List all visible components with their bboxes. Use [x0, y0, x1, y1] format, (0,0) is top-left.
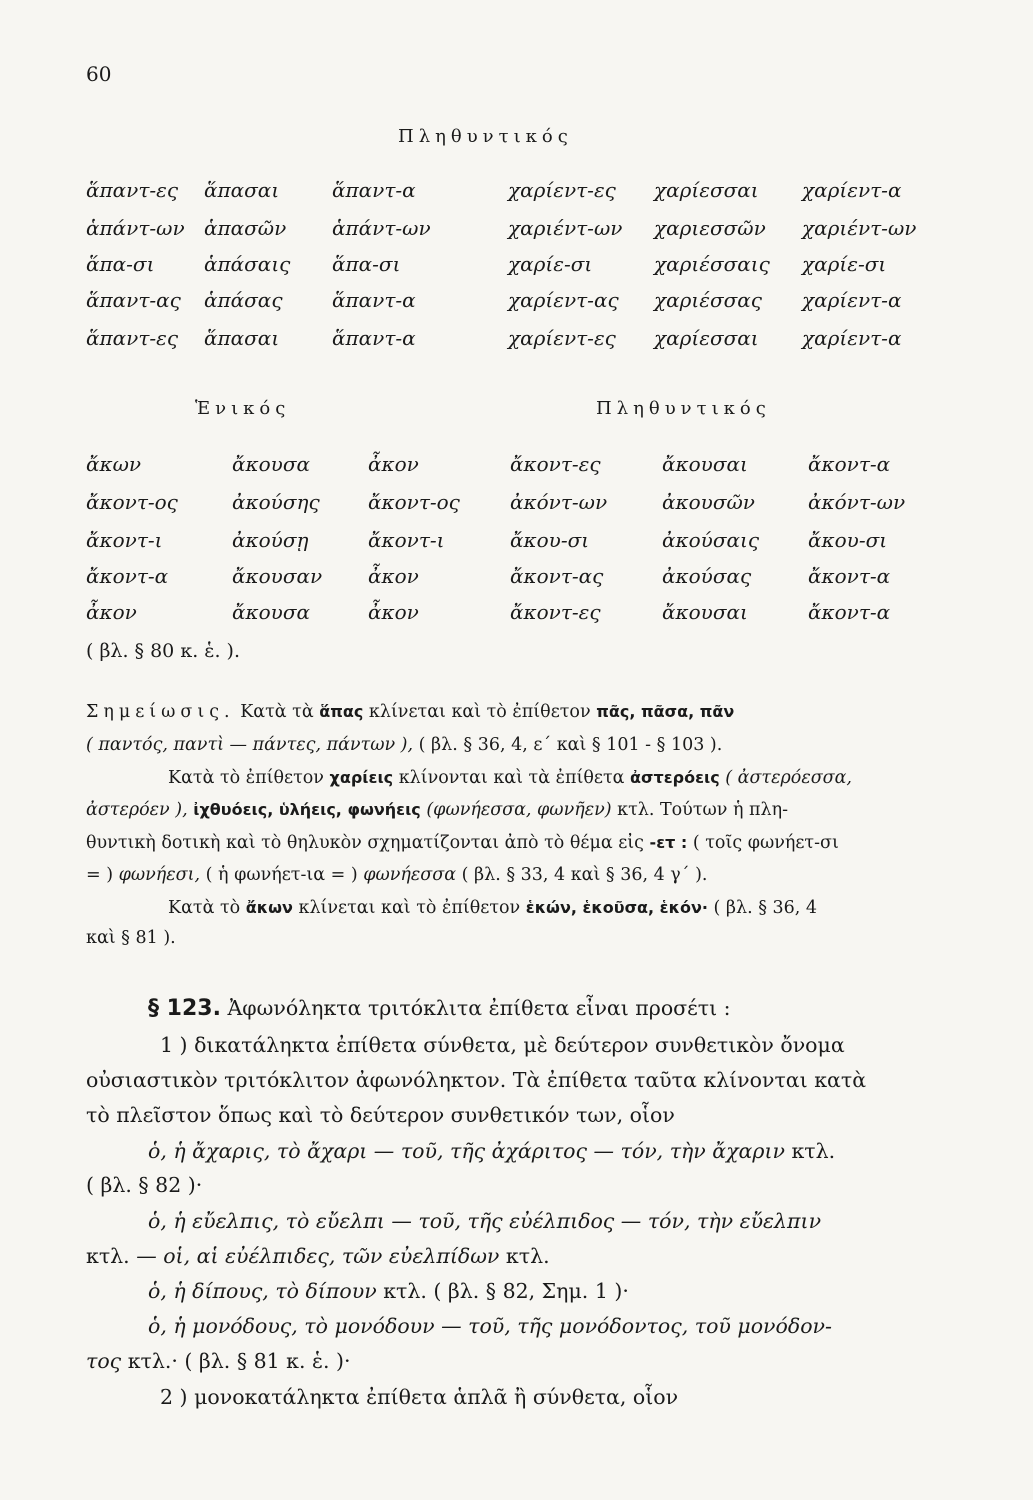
paragraph-text: 2 ) μονοκατάληκτα ἐπίθετα ἁπλᾶ ἢ σύνθετα, οἷον: [160, 1385, 679, 1409]
table-cell: ἀκόντ-ων: [808, 490, 906, 514]
table-cell: ἀκόντ-ων: [510, 490, 608, 514]
note-text: Κατὰ τὸ: [168, 898, 241, 918]
table-cell: ἅπασαι: [204, 178, 280, 202]
table-cell: ἄκουσα: [232, 600, 310, 624]
table-cell: ἀκούσης: [232, 490, 320, 514]
table-cell: ἁπάντ-ων: [332, 216, 431, 240]
table2-heading-plural: Πληθυντικός: [596, 398, 771, 419]
example-italic: τος: [86, 1349, 122, 1373]
table-cell: ἄκων: [86, 452, 142, 476]
table-cell: χαρίε-σι: [802, 252, 887, 276]
table-cell: ἄκοντ-ας: [510, 564, 604, 588]
note-text: καὶ § 81 ).: [86, 928, 176, 948]
table-cell: ἄκοντ-α: [808, 600, 891, 624]
note-bold: ἅπας: [319, 702, 364, 721]
example-italic: — οἱ, αἱ εὐέλπιδες, τῶν εὐελπίδων: [136, 1244, 500, 1268]
example-italic: ὁ, ἡ ἄχαρις, τὸ ἄχαρι — τοῦ, τῆς ἀχάριτος — τόν, τὴν ἄχαριν: [148, 1139, 785, 1163]
note-italic: ( παντός, παντὶ — πάντες, πάντων ),: [86, 735, 414, 755]
table-cell: ἅπα-σι: [86, 252, 155, 276]
table-cell: ἄκοντ-ες: [510, 600, 601, 624]
section-title: Ἀφωνόληκτα τριτόκλιτα ἐπίθετα εἶναι προσέτι :: [227, 996, 731, 1020]
note-text: = ): [86, 865, 114, 885]
note-italic: φωνήεσσα: [363, 865, 457, 885]
table-cell: ἄκου-σι: [808, 528, 888, 552]
table-cell: χαριέντ-ων: [508, 216, 623, 240]
table-cell: ἅπασαι: [204, 326, 280, 350]
table-cell: χαριέσσας: [654, 288, 762, 312]
table-cell: ἄκοντ-ος: [86, 490, 178, 514]
table-cell: ἅπαντ-α: [332, 326, 416, 350]
paragraph-text: 1 ) δικατάληκτα ἐπίθετα σύνθετα,: [160, 1033, 517, 1057]
note-italic: (φωνήεσσα, φωνῆεν): [426, 800, 612, 820]
table-cell: ἅπαντ-ας: [86, 288, 181, 312]
note-bold: ἀστερόεις: [630, 768, 720, 787]
table-cell: ἄκοντ-ι: [86, 528, 163, 552]
table-cell: ἄκοντ-ι: [368, 528, 445, 552]
note-text: κλίνεται καὶ τὸ ἐπίθετον: [368, 702, 591, 722]
note-text: θυντικὴ δοτικὴ καὶ τὸ θηλυκὸν σχηματίζονται ἀπὸ τὸ θέμα εἰς: [86, 833, 644, 853]
table-cell: ἅπαντ-ες: [86, 178, 179, 202]
example-text: κτλ.: [86, 1244, 130, 1268]
table-cell: ἆκον: [368, 600, 419, 624]
table-cell: ἄκοντ-ες: [510, 452, 601, 476]
note-text: κλίνεται καὶ τὸ ἐπίθετον: [298, 898, 521, 918]
note-text: ( τοῖς φωνήετ-σι: [692, 833, 839, 853]
table-cell: ἄκοντ-α: [808, 452, 891, 476]
table-cell: ἁπάσας: [204, 288, 283, 312]
note-text: ( βλ. § 36, 4: [713, 898, 818, 918]
table-cell: ἁπασῶν: [204, 216, 287, 240]
example-text: κτλ.·: [127, 1349, 178, 1373]
example-italic: ὁ, ἡ μονόδους, τὸ μονόδουν — τοῦ, τῆς μονόδοντος, τοῦ μονόδον-: [148, 1314, 832, 1338]
page-number: 60: [86, 62, 112, 86]
table-cell: ἀκούσαις: [662, 528, 760, 552]
section-number: § 123.: [148, 996, 221, 1021]
note-text: ( ἡ φωνήετ-ια = ): [205, 865, 358, 885]
note-italic: φωνήεσι,: [118, 865, 201, 885]
table-cell: χαριέντ-ων: [802, 216, 917, 240]
table-cell: ἅπαντ-α: [332, 178, 416, 202]
note-bold: ἰχθυόεις, ὑλήεις, φωνήεις: [193, 800, 421, 819]
example-reference: ( βλ. § 82 )·: [86, 1173, 203, 1197]
table-cell: χαριεσσῶν: [654, 216, 766, 240]
note-text: κτλ. Τούτων ἡ πλη-: [617, 800, 789, 820]
table-cell: ἁπάσαις: [204, 252, 291, 276]
example-text: κτλ.: [383, 1279, 427, 1303]
table-cell: ἄκοντ-ος: [368, 490, 460, 514]
table-cell: χαρίεσσαι: [654, 178, 759, 202]
note-text: Κατὰ τὰ: [240, 702, 314, 722]
table-cell: ἄκοντ-α: [808, 564, 891, 588]
note-italic: ἀστερόεν ),: [86, 800, 188, 820]
table-cell: ἅπαντ-α: [332, 288, 416, 312]
note-text: κλίνονται καὶ τὰ ἐπίθετα: [398, 768, 625, 788]
table-cell: ἄκουσα: [232, 452, 310, 476]
table-cell: ἅπα-σι: [332, 252, 401, 276]
table-cell: ἆκον: [368, 452, 419, 476]
example-reference: ( βλ. § 82, Σημ. 1 )·: [433, 1279, 629, 1303]
note-text: ( βλ. § 36, 4, ε΄ καὶ § 101 - § 103 ).: [418, 735, 723, 755]
paragraph-text: οὐσιαστικὸν τριτόκλιτον ἀφωνόληκτον. Τὰ ἐπίθετα ταῦτα κλίνονται κατὰ: [86, 1068, 867, 1092]
table2-reference: ( βλ. § 80 κ. ἑ. ).: [86, 640, 240, 662]
note-text: ( βλ. § 33, 4 καὶ § 36, 4 γ΄ ).: [461, 865, 708, 885]
table-cell: χαρίεντ-ες: [508, 326, 616, 350]
table-cell: ἆκον: [86, 600, 137, 624]
table-cell: ἄκουσαι: [662, 452, 748, 476]
table-cell: ἅπαντ-ες: [86, 326, 179, 350]
table-cell: ἀκουσῶν: [662, 490, 755, 514]
example-italic: ὁ, ἡ εὔελπις, τὸ εὔελπι — τοῦ, τῆς εὐέλπιδος — τόν, τὴν εὔελπιν: [148, 1209, 822, 1233]
table-cell: ἀκούσας: [662, 564, 752, 588]
table-cell: χαρίεντ-ες: [508, 178, 616, 202]
table-cell: ἄκουσαι: [662, 600, 748, 624]
table-cell: χαριέσσαις: [654, 252, 770, 276]
table-cell: ἄκοντ-α: [86, 564, 169, 588]
table-cell: ἀκούσῃ: [232, 528, 309, 552]
paragraph-text: μὲ δεύτερον συνθετικὸν ὄνομα: [523, 1033, 845, 1057]
note-label: Σημείωσις.: [86, 702, 235, 722]
table-cell: ἁπάντ-ων: [86, 216, 185, 240]
example-text: κτλ.: [505, 1244, 550, 1268]
table1-heading: Πληθυντικός: [398, 126, 573, 147]
note-bold: ἑκών, ἑκοῦσα, ἑκόν·: [525, 898, 708, 917]
table-cell: ἄκουσαν: [232, 564, 323, 588]
table-cell: χαρίε-σι: [508, 252, 593, 276]
note-italic: ( ἀστερόεσσα,: [725, 768, 852, 788]
table-cell: ἄκου-σι: [510, 528, 590, 552]
table-cell: χαρίεντ-ας: [508, 288, 619, 312]
table2-heading-singular: Ἑνικός: [195, 398, 291, 419]
table-cell: χαρίεντ-α: [802, 288, 902, 312]
example-italic: ὁ, ἡ δίπους, τὸ δίπουν: [148, 1279, 377, 1303]
table-cell: χαρίεντ-α: [802, 178, 902, 202]
note-text: Κατὰ τὸ ἐπίθετον: [168, 768, 324, 788]
example-reference: ( βλ. § 81 κ. ἑ. )·: [184, 1349, 351, 1373]
table-cell: χαρίεσσαι: [654, 326, 759, 350]
note-bold: χαρίεις: [329, 768, 394, 787]
note-bold: πᾶς, πᾶσα, πᾶν: [596, 702, 735, 721]
note-bold: ἄκων: [245, 898, 293, 917]
example-text: κτλ.: [791, 1139, 836, 1163]
table-cell: χαρίεντ-α: [802, 326, 902, 350]
note-bold: -ετ :: [649, 833, 688, 852]
table-cell: ἆκον: [368, 564, 419, 588]
paragraph-text: τὸ πλεῖστον ὅπως καὶ τὸ δεύτερον συνθετικόν των, οἷον: [86, 1103, 675, 1127]
